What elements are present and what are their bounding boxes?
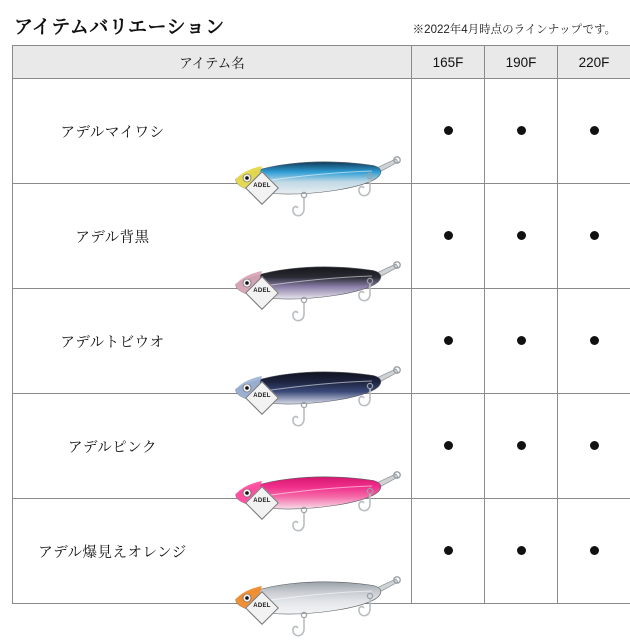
adel-badge-label: ADEL <box>246 393 278 399</box>
availability-cell <box>558 184 630 289</box>
availability-dot <box>517 231 526 240</box>
table-row <box>13 394 630 499</box>
availability-cell <box>412 394 485 499</box>
availability-cell <box>558 499 630 604</box>
availability-dot <box>444 336 453 345</box>
availability-dot <box>517 441 526 450</box>
table-head <box>13 46 630 79</box>
adel-badge-label: ADEL <box>246 603 278 609</box>
variation-table <box>12 45 630 604</box>
adel-badge-icon <box>246 595 282 621</box>
availability-cell <box>485 499 558 604</box>
table-row <box>13 289 630 394</box>
page-header <box>12 10 618 45</box>
item-name-label: アデル背黒 <box>13 226 212 247</box>
column-header-165f: 165F <box>412 46 485 79</box>
table-header-row <box>13 46 630 79</box>
table-row <box>13 184 630 289</box>
item-name-label: アデルトビウオ <box>13 331 212 352</box>
availability-dot <box>590 231 599 240</box>
availability-dot <box>517 126 526 135</box>
item-cell <box>13 184 412 289</box>
column-header-190f: 190F <box>485 46 558 79</box>
availability-cell <box>558 289 630 394</box>
column-header-item-name: アイテム名 <box>13 46 412 79</box>
availability-cell <box>485 289 558 394</box>
availability-cell <box>485 79 558 184</box>
item-cell <box>13 289 412 394</box>
availability-cell <box>485 394 558 499</box>
table-body <box>13 79 630 604</box>
item-cell <box>13 79 412 184</box>
adel-badge-label: ADEL <box>246 288 278 294</box>
table-row <box>13 79 630 184</box>
availability-dot <box>590 336 599 345</box>
availability-dot <box>517 546 526 555</box>
availability-dot <box>444 231 453 240</box>
availability-cell <box>558 79 630 184</box>
page-title: アイテムバリエーション <box>14 12 225 39</box>
column-header-220f: 220F <box>558 46 630 79</box>
table-row <box>13 499 630 604</box>
availability-dot <box>444 441 453 450</box>
item-name-label: アデルマイワシ <box>13 121 212 142</box>
adel-badge-label: ADEL <box>246 183 278 189</box>
availability-cell <box>485 184 558 289</box>
availability-cell <box>412 499 485 604</box>
availability-dot <box>517 336 526 345</box>
availability-cell <box>412 79 485 184</box>
availability-dot <box>590 126 599 135</box>
availability-dot <box>444 126 453 135</box>
availability-cell <box>558 394 630 499</box>
availability-dot <box>444 546 453 555</box>
lineup-note: ※2022年4月時点のラインナップです。 <box>413 21 616 39</box>
item-name-label: アデル爆見えオレンジ <box>13 541 212 562</box>
item-cell <box>13 499 412 604</box>
item-name-label: アデルピンク <box>13 436 212 457</box>
availability-dot <box>590 546 599 555</box>
adel-badge-label: ADEL <box>246 498 278 504</box>
item-cell <box>13 394 412 499</box>
availability-dot <box>590 441 599 450</box>
availability-cell <box>412 289 485 394</box>
availability-cell <box>412 184 485 289</box>
